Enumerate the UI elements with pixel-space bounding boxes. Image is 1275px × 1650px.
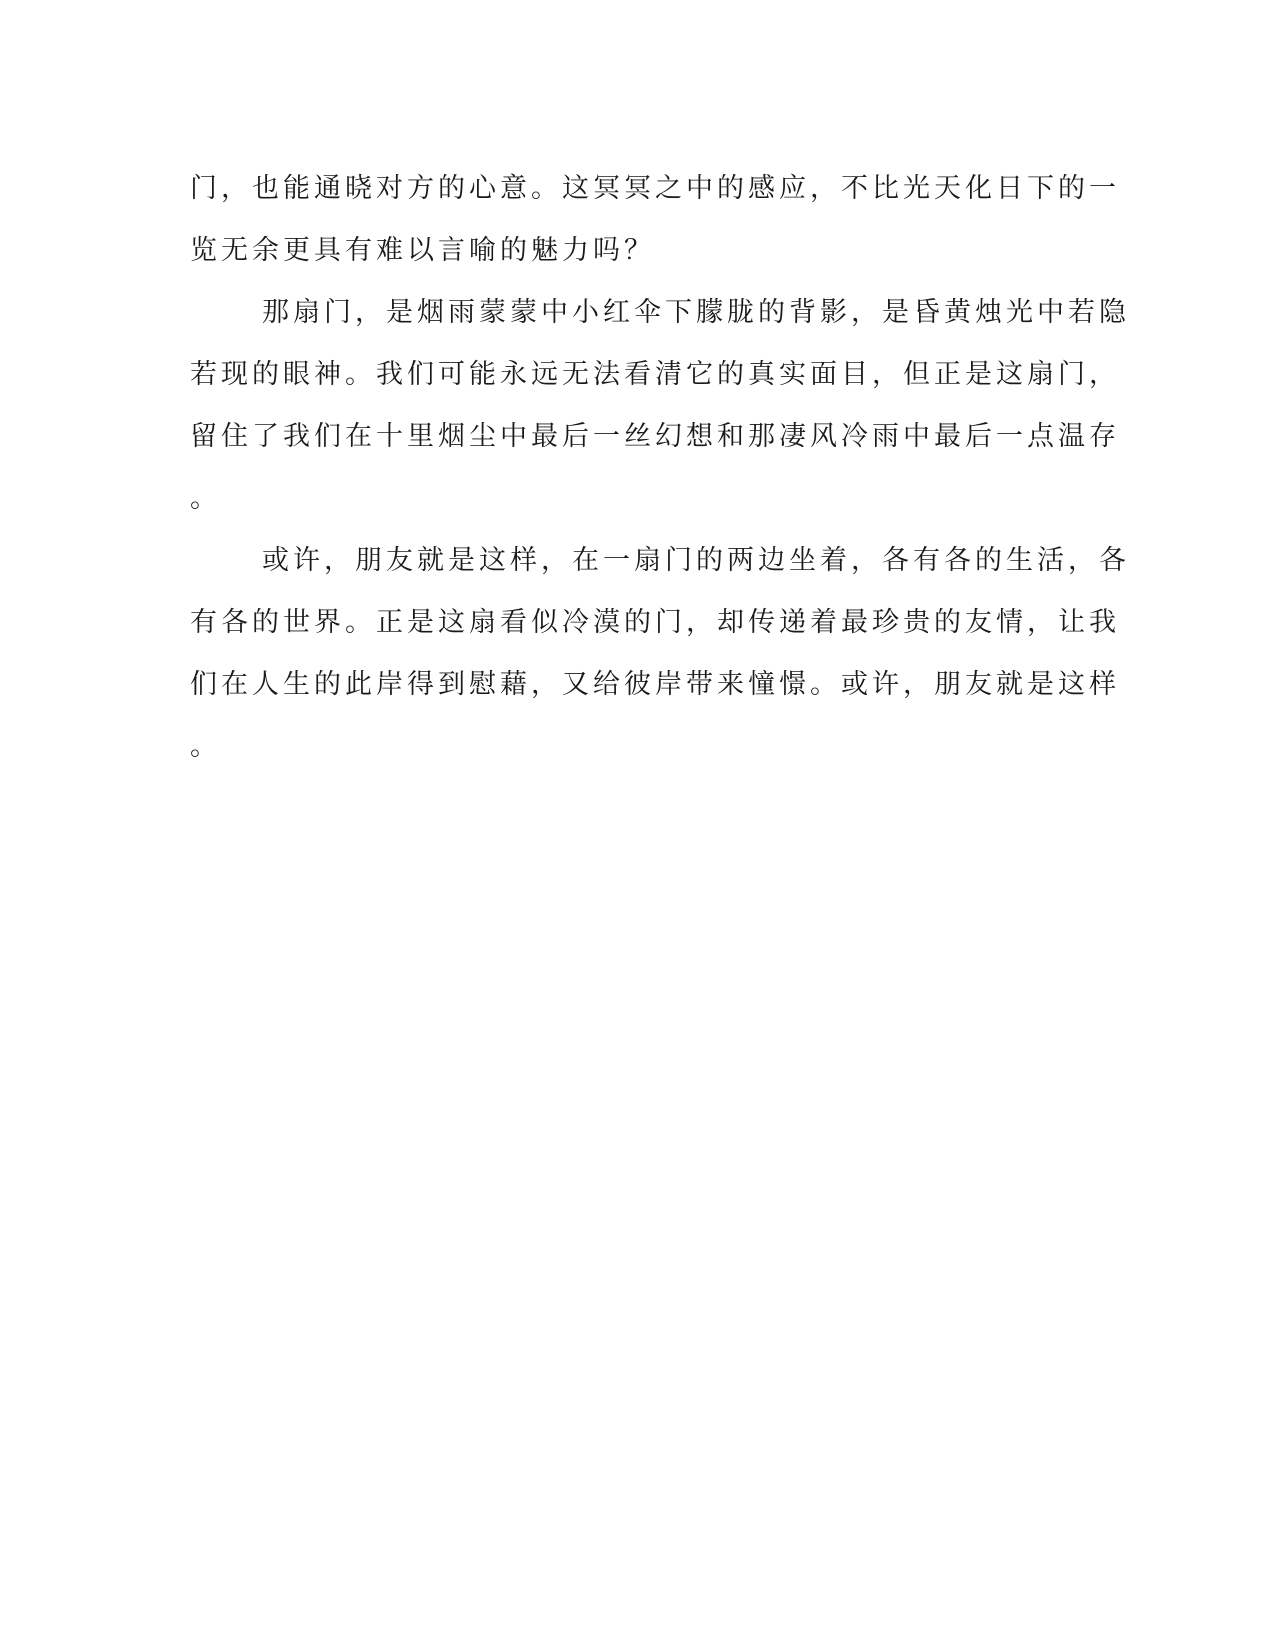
text-line: 门，也能通晓对方的心意。这冥冥之中的感应，不比光天化日下的一 bbox=[190, 173, 1120, 204]
text-line: 。 bbox=[190, 731, 221, 762]
text-line-indented: 那扇门，是烟雨蒙蒙中小红伞下朦胧的背影，是昏黄烛光中若隐 bbox=[262, 297, 1130, 328]
text-line: 览无余更具有难以言喻的魅力吗？ bbox=[190, 235, 655, 266]
text-line: 。 bbox=[190, 483, 221, 514]
paragraph-1 bbox=[190, 158, 1120, 282]
text-line: 若现的眼神。我们可能永远无法看清它的真实面目，但正是这扇门， bbox=[190, 359, 1120, 390]
text-line: 有各的世界。正是这扇看似冷漠的门，却传递着最珍贵的友情，让我 bbox=[190, 607, 1120, 638]
text-line: 们在人生的此岸得到慰藉，又给彼岸带来憧憬。或许，朋友就是这样 bbox=[190, 669, 1120, 700]
paragraph-3 bbox=[190, 530, 1130, 778]
text-line-indented: 或许，朋友就是这样，在一扇门的两边坐着，各有各的生活，各 bbox=[262, 545, 1130, 576]
body-text bbox=[190, 158, 1130, 778]
paragraph-2 bbox=[190, 282, 1130, 530]
text-line: 留住了我们在十里烟尘中最后一丝幻想和那凄风冷雨中最后一点温存 bbox=[190, 421, 1120, 452]
